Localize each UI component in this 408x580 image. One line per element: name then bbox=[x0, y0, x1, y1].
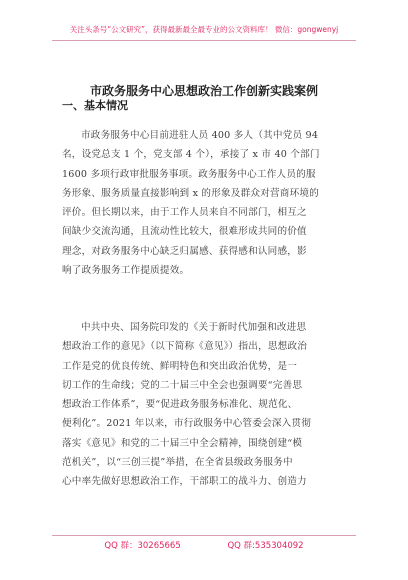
footer bbox=[0, 539, 408, 551]
paragraph-line: 想政治工作的意见》（以下简称《意见》）指出，思想政治 bbox=[62, 341, 308, 353]
footer-qq-group-1: QQ 群：30265665 bbox=[104, 541, 181, 551]
paragraph-line: 理念，对政务服务中心缺乏归属感、获得感和认同感，影 bbox=[62, 245, 307, 257]
paragraph-1 bbox=[62, 126, 348, 280]
paragraph-line: 便利化”。2021 年以来，市行政服务中心管委会深入贯彻 bbox=[62, 418, 312, 430]
footer-qq-group-2: QQ 群:535304092 bbox=[227, 541, 304, 551]
document-title: 市政务服务中心思想政治工作创新实践案例 bbox=[89, 84, 318, 98]
paragraph-line: 评价。但长期以来，由于工作人员来自不同部门，相互之 bbox=[62, 207, 307, 219]
paragraph-line: 范机关”，以“三创三提”举措，在全省县级政务服务中 bbox=[62, 457, 293, 469]
header-banner: 关注头条号“公文研究”，获得最新最全最专业的公文资料库！ 微信：gongwenyj bbox=[69, 25, 339, 34]
paragraph-line: 间缺少交流沟通，且流动性比较大，很难形成共同的价值 bbox=[62, 226, 307, 238]
section-heading-basic-info: 一、基本情况 bbox=[62, 99, 128, 112]
paragraph-line: 名，设党总支 1 个，党支部 4 个），承接了 x 市 40 个部门 bbox=[62, 149, 320, 161]
paragraph-line: 工作是党的优良传统、鲜明特色和突出政治优势，是一 bbox=[62, 360, 298, 372]
paragraph-line: 响了政务服务工作提质提效。 bbox=[62, 265, 190, 277]
paragraph-line: 1600 多项行政审批服务事项。政务服务中心工作人员的服 bbox=[62, 168, 316, 180]
paragraph-line: 市政务服务中心目前进驻人员 400 多人（其中党员 94 bbox=[81, 130, 319, 141]
paragraph-line: 落实《意见》和党的二十届三中全会精神，围绕创建“模 bbox=[62, 437, 303, 449]
footer-divider bbox=[52, 535, 356, 536]
paragraph-2 bbox=[62, 318, 348, 492]
paragraph-line: 心中率先做好思想政治工作，干部职工的战斗力、创造力 bbox=[62, 476, 307, 488]
paragraph-line: 务形象、服务质量直接影响到 x 的形象及群众对营商环境的 bbox=[62, 187, 319, 199]
paragraph-line: 想政治工作体系”，要“促进政务服务标准化、规范化、 bbox=[62, 399, 298, 411]
paragraph-line: 切工作的生命线；党的二十届三中全会也强调要“完善思 bbox=[62, 379, 303, 391]
paragraph-line: 中共中央、国务院印发的《关于新时代加强和改进思 bbox=[81, 322, 307, 333]
header-divider bbox=[52, 40, 356, 41]
